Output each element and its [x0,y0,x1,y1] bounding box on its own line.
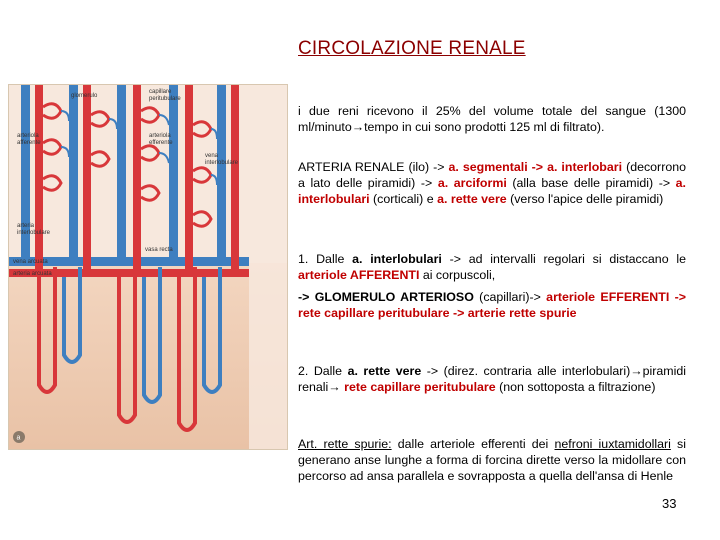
p5-a: 2. Dalle [298,364,348,378]
label-vena: vena [205,153,219,159]
p5-c: -> (direz. contraria alle interlobulari)→piramidi renali→ [298,364,686,394]
paragraph-glomerulus [298,289,686,321]
label-arteriola-efferente-2: efferente [149,140,173,146]
p4-a: -> [298,290,315,304]
label-vena-arcuata: vena arcuata [13,259,48,265]
paragraph-afferent [298,251,686,283]
p5-b: a. rette vere [347,364,422,378]
paragraph-blood-volume [298,103,686,135]
label-vena-interlobulare: interlobulare [205,160,239,166]
p3-d: arteriole AFFERENTI [298,268,420,282]
p2-g: (corticali) e [369,192,438,206]
p1-text: i due reni ricevono il 25% del volume totale del sangue (1300 ml/minuto→tempo in cui sono prodotti 125 ml di filtrato). [298,104,686,134]
p6-b: dalle arteriole efferenti dei [391,437,555,451]
renal-circulation-diagram [9,85,287,449]
paragraph-arterial-path [298,159,686,207]
p2-i: (verso l'apice delle piramidi) [506,192,664,206]
renal-circulation-figure [8,84,288,450]
p2-a: ARTERIA RENALE (ilo) -> [298,160,449,174]
p6-a: Art. rette spurie: [298,437,392,451]
p2-d: a. arciformi [437,176,507,190]
label-arteriola-efferente-1: arteriola [149,133,171,139]
label-arteriola-afferente-2: afferente [17,140,41,146]
slide-title: CIRCOLAZIONE RENALE [298,38,526,59]
paragraph-vasa-recta [298,363,686,395]
label-arteria-interlobulare: interlobulare [17,230,51,236]
p6-d: si generano anse lunghe a forma di forcina dirette verso la midollare con percorso ad ansa parallela e sovrapposta a quella dell'ansa di Henle [298,437,686,483]
p6-c: nefroni iuxtamidollari [554,437,671,451]
p4-b: GLOMERULO ARTERIOSO [314,290,474,304]
p5-e: (non sottoposta a filtrazione) [495,380,656,394]
panel-letter: a [16,434,21,442]
p5-d: rete capillare peritubulare [344,380,496,394]
label-peritubulare: peritubulare [149,96,181,102]
p4-d: arteriole EFFERENTI -> rete capillare peritubulare -> arterie rette spurie [298,290,686,320]
p2-e: (alla base delle piramidi) -> [506,176,676,190]
p4-c: (capillari)-> [473,290,547,304]
p2-b: a. segmentali -> a. interlobari [448,160,623,174]
label-arteriola-afferente-1: arteriola [17,133,39,139]
paragraph-spurious-arteries [298,436,686,484]
p3-a: 1. Dalle [298,252,353,266]
label-arteria: arteria [17,223,35,229]
cortex-region [9,85,287,263]
p3-e: ai corpuscoli, [419,268,496,282]
p3-c: -> ad intervalli regolari si distaccano le [441,252,687,266]
page-number: 33 [662,496,677,511]
label-vasa-recta: vasa recta [145,247,173,253]
p2-h: a. rette vere [437,192,507,206]
label-capillare: capillare [149,89,172,95]
p2-c: (decorrono a lato delle piramidi) -> [298,160,686,190]
label-arteria-arcuata: arteria arcuata [13,271,52,277]
p2-f: a. interlobulari [298,176,686,206]
medulla-region [9,263,287,449]
label-glomerulo: glomerulo [71,93,98,99]
p3-b: a. interlobulari [352,252,442,266]
